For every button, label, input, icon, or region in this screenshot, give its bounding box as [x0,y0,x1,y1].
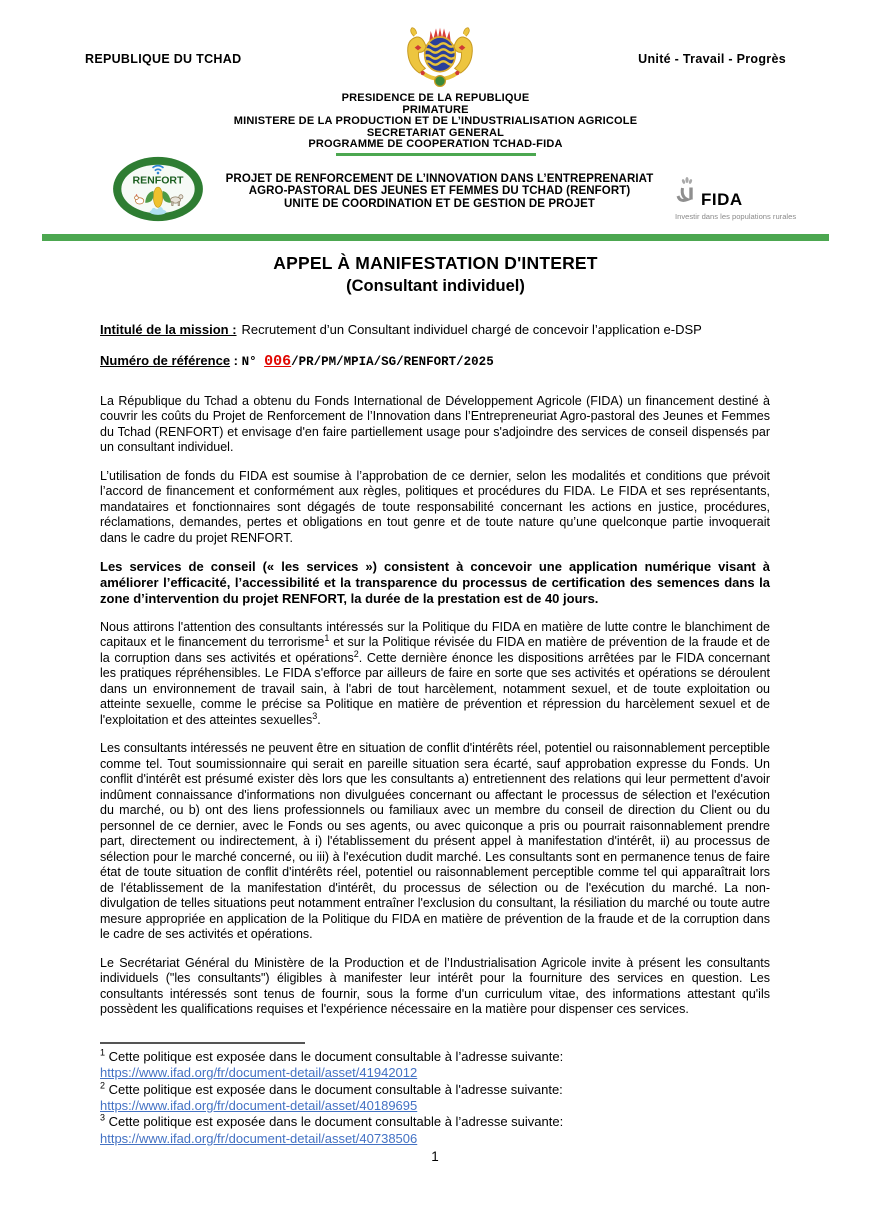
policies-text-1: Nous attirons l'attention des consultants intéressés sur la Politique du FIDA en matière de lutte contre le blanchiment de capitaux et le financement du terrorisme [100,619,770,650]
document-body [100,322,770,1164]
national-motto: Unité - Travail - Progrès [638,52,786,66]
document-subtitle: (Consultant individuel) [346,276,525,295]
reference-number: 006 [264,352,292,370]
green-divider-bar [42,234,829,241]
footnote-number-3: 3 [100,1113,106,1124]
project-line-1: PROJET DE RENFORCEMENT DE L’INNOVATION DANS L’ENTREPRENARIAT [225,173,654,186]
policies-text-2: et sur la Politique révisée du FIDA en matière de prévention de la fraude et de la corruption dans ses activités et opérations [100,635,770,665]
policies-text-4: . [317,712,321,727]
footnote-ref-3: 3 [312,710,318,721]
project-title-block [204,173,675,210]
header-row [0,0,871,90]
fida-logo [675,162,811,221]
renfort-logo-icon [112,156,204,227]
mission-text: Recrutement d’un Consultant individuel chargé de concevoir l’application e-DSP [241,321,702,337]
fida-tagline: Investir dans les populations rurales [675,211,797,221]
institution-line-secretariat: SECRETARIAT GENERAL [366,126,505,139]
footnote-2 [100,1082,770,1115]
lion-supporter-icon [454,28,472,73]
institution-line-primature: PRIMATURE [402,103,469,116]
reference-label: Numéro de référence [100,352,231,368]
reference-suffix: /PR/PM/MPIA/SG/RENFORT/2025 [291,354,494,369]
reference-separator: : [230,352,242,368]
reference-line [100,353,770,370]
institution-line-programme: PROGRAMME DE COOPERATION TCHAD-FIDA [308,138,563,151]
institution-block [0,93,871,156]
paragraph-invitation: Le Secrétariat Général du Ministère de la Production et de l’Industrialisation Agricole invite à présent les consultants individuels ("les consultants") éligibles à manifester leur intérêt pour la fourniture des services en question. Les consultants intéressés sont tenus de fournir, sous la forme d'un curriculum vitae, des informations attestant qu'ils possèdent les qualifications requises et l'expérience nécessaire en la matière pour dispenser ces services. [100,955,770,1017]
reference-number-symbol: N° [241,354,265,369]
mission-label: Intitulé de la mission : [100,321,237,337]
paragraph-policies [100,620,770,729]
page-number: 1 [431,1149,439,1165]
policies-text-3: . Cette dernière énonce les dispositions arrêtées par le FIDA concernant les pratiques répréhensibles. Le FIDA s'efforce par ailleurs de faire en sorte que ses activités et opérations se déroulent dans un environnement de travail sain, à l'abri de tout harcèlement, notamment sexuel, et de toute exploitation ou atteinte sexuelle, comme le précise sa Politique en matière de prévention et répression du harcèlement sexuel et de l'exploitation et des atteintes sexuelles [100,650,770,727]
paragraph-services-scope: Les services de conseil (« les services ») consistent à concevoir une application numérique visant à améliorer l’efficacité, l’accessibilité et la transparence du processus de certification des semences dans la zone d’intervention du projet RENFORT, la durée de la prestation est de 40 jours. [100,559,770,607]
footnote-link-1[interactable]: https://www.ifad.org/fr/document-detail/asset/41942012 [100,1065,418,1081]
country-name: REPUBLIQUE DU TCHAD [85,52,242,66]
footnote-ref-2: 2 [353,648,359,659]
footnote-1 [100,1049,770,1082]
paragraph-fida-approval: L’utilisation de fonds du FIDA est soumise à l’approbation de ce dernier, selon les modalités et conditions que prévoit l’accord de financement et conformément aux règles, politiques et procédures du FIDA. Le FIDA et ses représentants, mandataires et fonctionnaires sont dégagés de toute responsabilité concernant les actions en justice, procédures, réclamations, demandes, pertes et obligations en tout genre et de toute nature qu’une quelconque partie invoquerait dans le cadre du projet RENFORT. [100,468,770,545]
paragraph-conflict-of-interest: Les consultants intéressés ne peuvent être en situation de conflit d'intérêts réel, potentiel ou raisonnablement perceptible comme tel. Tout soumissionnaire qui serait en pareille situation sera écarté, sauf approbation expresse du Fonds. Un conflit d'intérêt est présumé exister dès lors que les consultants a) entretiennent des relations qui leur permettent d'avoir indûment connaissance d'informations non divulguées concernant ou affectant le processus de sélection et l'exécution du marché, ou b) ont des liens professionnels ou familiaux avec un membre du conseil de direction du Client ou du personnel de ce dernier, avec le Fonds ou ses agents, ou avec quiconque a pris ou pourrait raisonnablement prendre part, directement ou indirectement, à i) l'établissement du présent appel à manifestation d'intérêt, ii) au processus de sélection pour le marché concerné, ou iii) à l'exécution dudit marché. Les consultants sont en permanence tenus de faire état de toute situation de conflit d'intérêts réel, potentiel ou raisonnablement perceptible comme tel qui apparaîtrait lors de l'établissement de la manifestation d'intérêt, du processus de sélection ou de l'exécution du marché. La non-divulgation de telles situations peut notamment entraîner l'exclusion du consultant, la résiliation du marché ou toute autre mesure appropriée en application de la Politique du FIDA en matière de prévention de la fraude et de la corruption dans le cadre de ses activités et opérations. [100,741,770,942]
footnote-link-3[interactable]: https://www.ifad.org/fr/document-detail/asset/40738506 [100,1130,418,1146]
footnotes-block [100,1049,770,1147]
fida-wordmark: FIDA [701,189,743,209]
footnote-ref-1: 1 [324,633,330,644]
footnote-number-1: 1 [100,1047,106,1058]
project-row [0,156,871,227]
institution-line-ministere: MINISTERE DE LA PRODUCTION ET DE L’INDUSTRIALISATION AGRICOLE [233,115,638,128]
footnote-text-1: Cette politique est exposée dans le document consultable à l’adresse suivante: [108,1048,564,1064]
footnote-link-2[interactable]: https://www.ifad.org/fr/document-detail/asset/40189695 [100,1098,418,1114]
mission-line [100,322,770,337]
goat-supporter-icon [407,28,425,73]
document-title-block [0,253,871,296]
chad-coat-of-arms-icon [394,24,486,90]
paragraph-financing: La République du Tchad a obtenu du Fonds International de Développement Agricole (FIDA) un financement destiné à couvrir les coûts du Projet de Renforcement de l’Innovation dans l’Entrepreneuriat Agro-pastoral des Jeunes et Femmes du Tchad (RENFORT) et envisage d'en faire partiellement usage pour s'adjoindre des services de conseil dispensés par un consultant individuel. [100,393,770,455]
document-title: APPEL À MANIFESTATION D'INTERET [273,252,598,273]
fida-glyph-icon [675,176,699,211]
footnote-text-3: Cette politique est exposée dans le document consultable à l’adresse suivante: [108,1114,564,1130]
project-line-3: UNITE DE COORDINATION ET DE GESTION DE PROJET [284,197,595,210]
medal-icon [434,76,445,87]
footnote-number-2: 2 [100,1080,106,1091]
footnote-3 [100,1114,770,1147]
shield-icon [424,37,455,72]
project-line-2: AGRO-PASTORAL DES JEUNES ET FEMMES DU TCHAD (RENFORT) [248,185,631,198]
institution-line-presidence: PRESIDENCE DE LA REPUBLIQUE [341,92,530,104]
footnote-text-2: Cette politique est exposée dans le document consultable à l'adresse suivante: [108,1081,563,1097]
footnote-separator [100,1042,305,1044]
renfort-logo-text: RENFORT [132,174,184,187]
